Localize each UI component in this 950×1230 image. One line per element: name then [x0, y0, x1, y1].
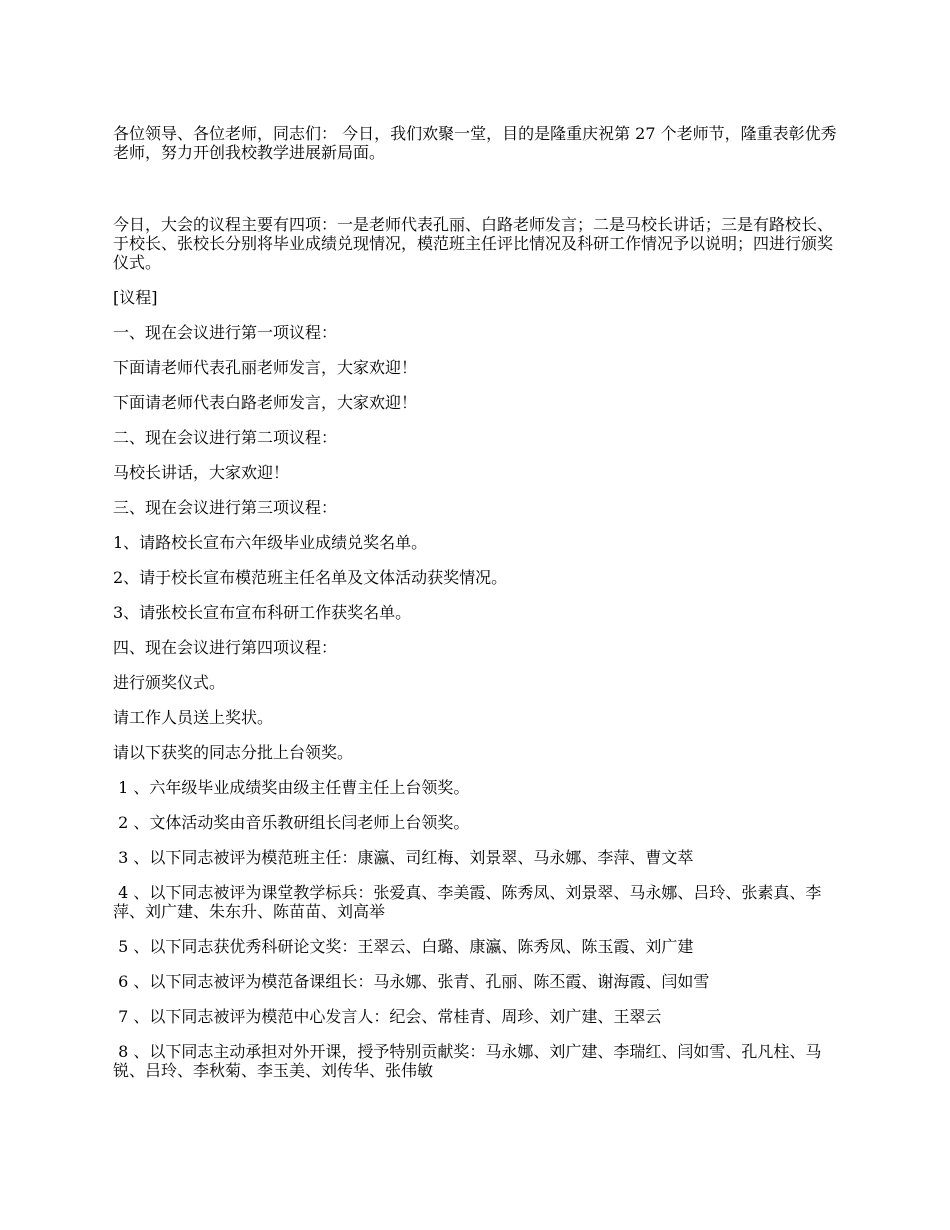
award-list-item-4: 4 、以下同志被评为课堂教学标兵：张爱真、李美霞、陈秀凤、刘景翠、马永娜、吕玲、张素真、李萍、刘广建、朱东升、陈苗苗、刘高举 [113, 883, 822, 921]
agenda-item-1-line-1: 下面请老师代表孔丽老师发言，大家欢迎！ [113, 358, 418, 377]
agenda-item-4-line-1: 进行颁奖仪式。 [113, 673, 226, 692]
agenda-item-2-line-1: 马校长讲话，大家欢迎！ [113, 463, 290, 482]
agenda-item-3-line-1: 1、请路校长宣布六年级毕业成绩兑奖名单。 [113, 533, 428, 552]
agenda-item-3-line-2: 2、请于校长宣布模范班主任名单及文体活动获奖情况。 [113, 568, 508, 587]
agenda-overview-paragraph: 今日，大会的议程主要有四项：一是老师代表孔丽、白路老师发言；二是马校长讲话；三是有路校长、于校长、张校长分别将毕业成绩兑现情况，模范班主任评比情况及科研工作情况予以说明；四进行颁奖仪式。 [113, 215, 834, 272]
document-body [113, 124, 840, 1080]
agenda-heading: [议程] [113, 288, 158, 307]
agenda-item-1-line-2: 下面请老师代表白路老师发言，大家欢迎！ [113, 393, 418, 412]
agenda-item-4-line-3: 请以下获奖的同志分批上台领奖。 [113, 743, 354, 762]
agenda-item-4-heading: 四、现在会议进行第四项议程： [113, 638, 338, 657]
agenda-item-2-heading: 二、现在会议进行第二项议程： [113, 428, 338, 447]
award-list-item-8: 8 、以下同志主动承担对外开课，授予特别贡献奖：马永娜、刘广建、李瑞红、闫如雪、孔凡柱、马锐、吕玲、李秋菊、李玉美、刘传华、张伟敏 [113, 1042, 822, 1080]
award-list-item-2: 2 、文体活动奖由音乐教研组长闫老师上台领奖。 [113, 813, 470, 832]
award-list-item-1: 1 、六年级毕业成绩奖由级主任曹主任上台领奖。 [113, 778, 470, 797]
agenda-item-4-line-2: 请工作人员送上奖状。 [113, 708, 274, 727]
award-list-item-5: 5 、以下同志获优秀科研论文奖：王翠云、白璐、康瀛、陈秀凤、陈玉霞、刘广建 [113, 937, 694, 956]
award-list-item-6: 6 、以下同志被评为模范备课组长：马永娜、张青、孔丽、陈丕霞、谢海霞、闫如雪 [113, 972, 710, 991]
agenda-item-1-heading: 一、现在会议进行第一项议程： [113, 323, 338, 342]
award-list-item-3: 3 、以下同志被评为模范班主任：康瀛、司红梅、刘景翠、马永娜、李萍、曹文萃 [113, 848, 694, 867]
agenda-item-3-line-3: 3、请张校长宣布宣布科研工作获奖名单。 [113, 603, 412, 622]
agenda-item-3-heading: 三、现在会议进行第三项议程： [113, 498, 338, 517]
award-list-item-7: 7 、以下同志被评为模范中心发言人：纪会、常桂青、周珍、刘广建、王翠云 [113, 1007, 662, 1026]
opening-paragraph: 各位领导、各位老师，同志们： 今日，我们欢聚一堂，目的是隆重庆祝第 27 个老师节，隆重表彰优秀老师，努力开创我校教学进展新局面。 [113, 124, 837, 162]
